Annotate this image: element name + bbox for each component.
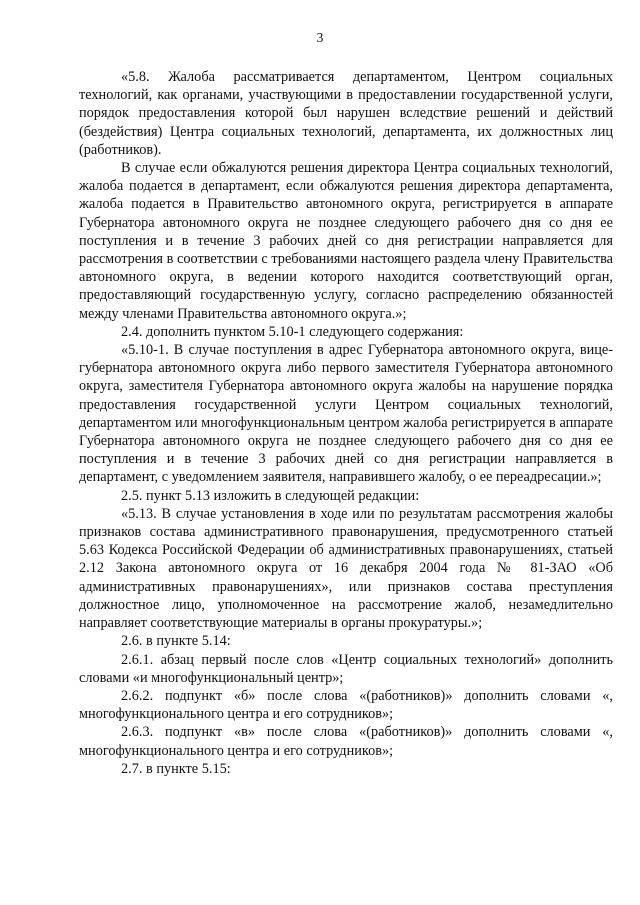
paragraph-2-4: 2.4. дополнить пунктом 5.10-1 следующего содержания:: [121, 323, 464, 340]
page-number: 3: [316, 30, 324, 45]
paragraph-2-7: 2.7. в пункте 5.15:: [121, 760, 231, 777]
paragraph-2-6-3: 2.6.3. подпункт «в» после слова «(работников)» дополнить словами «, многофункционального центра и его сотрудников»;: [79, 724, 613, 759]
paragraph-5-13: «5.13. В случае установления в ходе или по результатам рассмотрения жалобы признаков состава административного правонарушения, предусмотренного статьей 5.63 Кодекса Российской Федерации об административных правонарушениях, статьей 2.12 Закона автономного округа от 16 декабря 2004 года № 81-ЗАО «Об административных правонарушениях», или признаков состава преступления должностное лицо, уполномоченное на рассмотрение жалоб, незамедлительно направляет соответствующие материалы в органы прокуратуры.»;: [79, 505, 613, 632]
document-body: [79, 68, 613, 778]
paragraph-2-5: 2.5. пункт 5.13 изложить в следующей редакции:: [121, 487, 420, 504]
paragraph-5-10-1: «5.10-1. В случае поступления в адрес Губернатора автономного округа, вице-губернатора автономного округа либо первого заместителя Губернатора автономного округа, заместителя Губернатора автономного округа жалобы на нарушение порядка предоставления государственной услуги Центром социальных технологий, департаментом или многофункциональным центром жалоба регистрируется в аппарате Губернатора автономного округа не позднее следующего рабочего дня со дня ее поступления и в течение 3 рабочих дней со дня регистрации направляется в департамент, с уведомлением заявителя, направившего жалобу, о ее переадресации.»;: [79, 342, 613, 486]
paragraph-5-8: «5.8. Жалоба рассматривается департаментом, Центром социальных технологий, как органами, участвующими в предоставлении государственной услуги, порядок предоставления которой был нарушен вследствие решений и действий (бездействия) Центра социальных технологий, департамента, их должностных лиц (работников).: [79, 69, 613, 158]
paragraph-appeal-director: В случае если обжалуются решения директора Центра социальных технологий, жалоба подается в департамент, если обжалуются решения директора департамента, жалоба подается в Правительство автономного округа, регистрируется в аппарате Губернатора автономного округа не позднее следующего рабочего дня со дня ее поступления и в течение 3 рабочих дней со дня регистрации направляется для рассмотрения в соответствии с требованиями настоящего раздела члену Правительства автономного округа, в ведении которого находится соответствующий орган, предоставляющий государственную услугу, согласно распределению обязанностей между членами Правительства автономного округа.»;: [79, 160, 613, 322]
paragraph-2-6-1: 2.6.1. абзац первый после слов «Центр социальных технологий» дополнить словами «и многофункциональный центр»;: [79, 651, 613, 686]
paragraph-2-6-2: 2.6.2. подпункт «б» после слова «(работников)» дополнить словами «, многофункционального центра и его сотрудников»;: [79, 687, 613, 723]
paragraph-2-6: 2.6. в пункте 5.14:: [121, 633, 231, 650]
